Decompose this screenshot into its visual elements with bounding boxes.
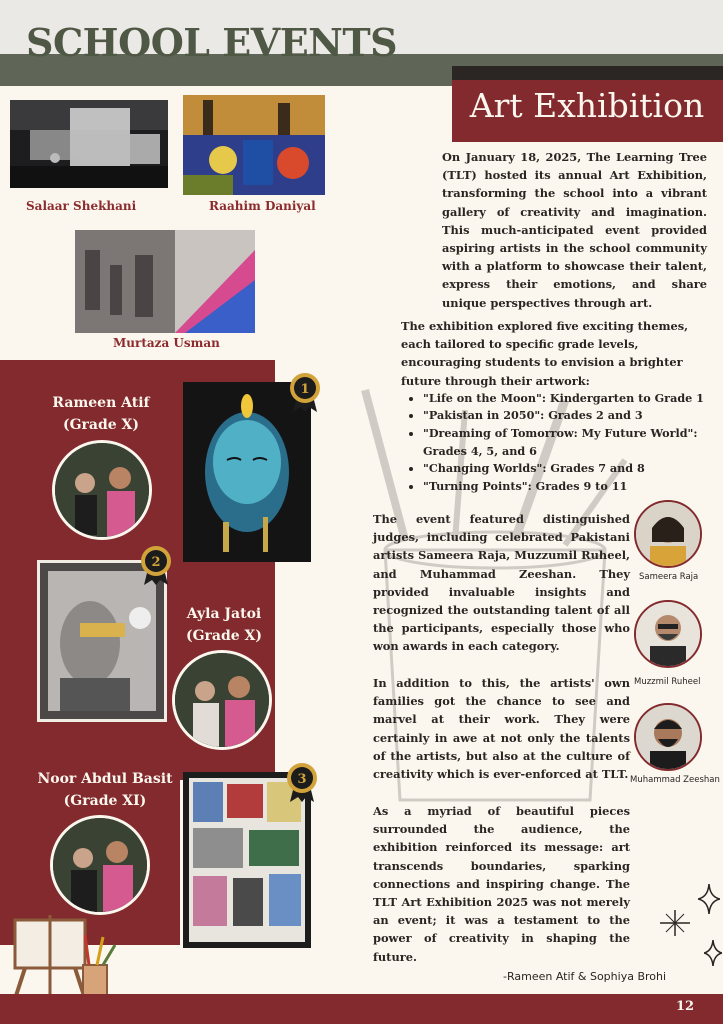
judge-2-photo [634,600,702,668]
winner-3-name [30,768,180,812]
sparkle-icon [698,884,720,918]
artwork-photo-1 [10,100,168,188]
medal-2-number: 2 [151,555,161,570]
medal-1-number: 1 [300,382,310,397]
closing-paragraph: As a myriad of beautiful pieces surrounded the audience, the exhibition reinforced its message: art transcends boundaries, sparking connections and inspiring change. The TLT Art Exhibition 2025 was not merely an event; it was a testament to the power of creativity in shaping the future. [373,804,630,964]
judge-2-name: Muzzmil Ruheel [634,677,701,687]
theme-item: • "Dreaming of Tomorrow: My Future World": Grades 4, 5, and 6 [423,425,706,460]
families-paragraph: In addition to this, the artists' own families got the chance to see and marvel at their work. They were certainly in awe at not only the talents of the artists, but also at the culture of creativity which is ever-enforced at TLT. [373,676,630,782]
judge-1-photo [634,500,702,568]
banner-title: Art Exhibition [469,86,705,125]
winner-1-grade: (Grade X) [62,417,140,433]
intro-paragraph: On January 18, 2025, The Learning Tree (TLT) hosted its annual Art Exhibition, transforming the school into a vibrant gallery of creativity and imagination. This much-anticipated event provided aspiring artists in the school community with a platform to showcase their talent, express their emotions, and share unique perspectives through art. [442,150,707,310]
artist-caption-1: Salaar Shekhani [26,199,137,213]
winner-2-name-text: Ayla Jatoi [186,606,262,622]
artist-caption-3: Murtaza Usman [113,336,220,350]
medal-3-icon [284,762,320,806]
themes-intro: The exhibition explored five exciting themes, each tailored to specific grade levels, encouraging students to envision a brighter future through their artwork: [401,319,689,388]
medal-1-icon [287,372,323,416]
artwork-photo-2 [183,95,325,195]
sparkle-icon [660,910,690,940]
theme-item: • "Turning Points": Grades 9 to 11 [423,478,706,496]
sparkle-icon [704,940,722,970]
winner-2-grade: (Grade X) [185,628,263,644]
themes-list [401,390,706,496]
medal-3-number: 3 [297,772,307,787]
judges-paragraph: The event featured distinguished judges, including celebrated Pakistani artists Sameera Raja, Muzzumil Ruheel, and Muhammad Zeeshan. They provided invaluable insights and recognized the outstanding talent of all the participants, especially those who won awards in each category. [373,512,630,654]
judge-1-name: Sameera Raja [639,572,699,582]
artwork-photo-3 [75,230,255,333]
winner-2-name [174,603,274,647]
winner-3-name-text: Noor Abdul Basit [37,771,173,787]
footer-bar [0,994,723,1024]
winner-1-name-text: Rameen Atif [52,395,150,411]
medal-2-icon [138,545,174,589]
winner-2-photo [172,650,272,750]
judge-3-photo [634,703,702,771]
page-number: 12 [676,999,695,1014]
winner-3-photo [50,815,150,915]
theme-item: • "Life on the Moon": Kindergarten to Grade 1 [423,390,706,408]
winner-1-name [36,392,166,436]
themes-section [401,317,706,495]
judge-3-name: Muhammad Zeeshan [630,775,720,785]
winner-3-grade: (Grade XI) [63,793,147,809]
article-signature: -Rameen Atif & Sophiya Brohi [503,970,667,983]
winner-1-photo [52,440,152,540]
theme-item: • "Pakistan in 2050": Grades 2 and 3 [423,407,706,425]
theme-item: • "Changing Worlds": Grades 7 and 8 [423,460,706,478]
page-title: SCHOOL EVENTS [26,20,398,65]
easel-illustration [5,915,120,1005]
artist-caption-2: Raahim Daniyal [209,199,316,213]
